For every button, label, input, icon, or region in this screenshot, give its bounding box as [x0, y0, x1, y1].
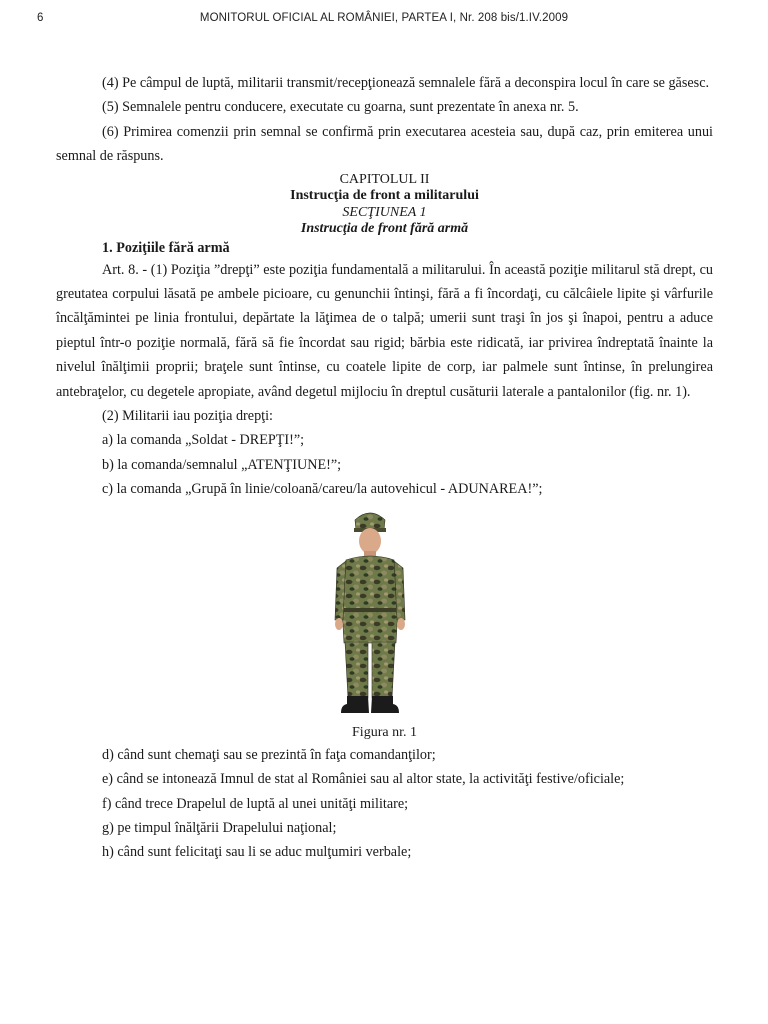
list-item: b) la comanda/semnalul „ATENŢIUNE!”; [102, 456, 342, 473]
header-title: MONITORUL OFICIAL AL ROMÂNIEI, PARTEA I, Nr. 208 bis/1.IV.2009 [199, 12, 569, 24]
subheading: 1. Poziţiile fără armă [102, 239, 230, 256]
list-intro: (2) Militarii iau poziţia drepţi: [102, 408, 273, 425]
paragraph: (6) Primirea comenzii prin semnal se confirmă prin executarea acesteia sau, după caz, prin emiterea unui semnal de răspuns. [56, 123, 713, 165]
list-item: e) când se intonează Imnul de stat al României sau al altor state, la activităţi festive/oficiale; [102, 771, 625, 788]
figure-caption: Figura nr. 1 [352, 724, 417, 740]
section-label: SECŢIUNEA 1 [342, 204, 427, 220]
list-item: f) când trece Drapelul de luptă al unei unităţi militare; [102, 795, 409, 812]
soldier-illustration [56, 508, 713, 723]
list-item: d) când sunt chemaţi sau se prezintă în faţa comandanţilor; [102, 746, 436, 763]
figure-soldier [56, 508, 713, 723]
page-number: 6 [37, 12, 44, 24]
chapter-title: Instrucţia de front a militarului [290, 188, 479, 204]
section-title: Instrucţia de front fără armă [300, 221, 469, 237]
paragraph: (5) Semnalele pentru conducere, executate cu goarna, sunt prezentate în anexa nr. 5. [102, 99, 579, 116]
list-item: h) când sunt felicitaţi sau li se aduc mulţumiri verbale; [102, 844, 412, 861]
document-body [56, 71, 713, 865]
paragraph: (4) Pe câmpul de luptă, militarii transmit/recepţionează semnalele fără a deconspira locul în care se găsesc. [102, 75, 710, 91]
list-item: c) la comanda „Grupă în linie/coloană/careu/la autovehicul - ADUNAREA!”; [102, 481, 543, 498]
list-item: a) la comanda „Soldat - DREPŢI!”; [102, 432, 305, 449]
page-header [0, 12, 768, 30]
list-item: g) pe timpul înălţării Drapelului naţional; [102, 819, 337, 836]
chapter-label: CAPITOLUL II [339, 171, 430, 187]
article-paragraph: Art. 8. - (1) Poziţia ”drepţi” este poziţia fundamentală a militarului. În această poziţie militarul stă drept, cu greutatea corpului lăsată pe ambele picioare, cu genunchii întinşi, fără a fi încordaţi, cu călcâiele lipite şi vârfurile încălţămintei pe linia frontului, depărtate la lăţimea de o talpă; umerii sunt traşi în jos şi înapoi, pentru a aduce pieptul într-o poziţie normală, fără să fie încordat sau rigid; bărbia este ridicată, iar privirea îndreptată înainte la nivelul înălţimii proprii; braţele sunt întinse, cu coatele lipite de corp, iar palmele sunt întinse, în prelungirea antebraţelor, cu degetele apropiate, având degetul mijlociu în dreptul cusăturii laterale a pantalonilor (fig. nr. 1). [56, 261, 713, 400]
